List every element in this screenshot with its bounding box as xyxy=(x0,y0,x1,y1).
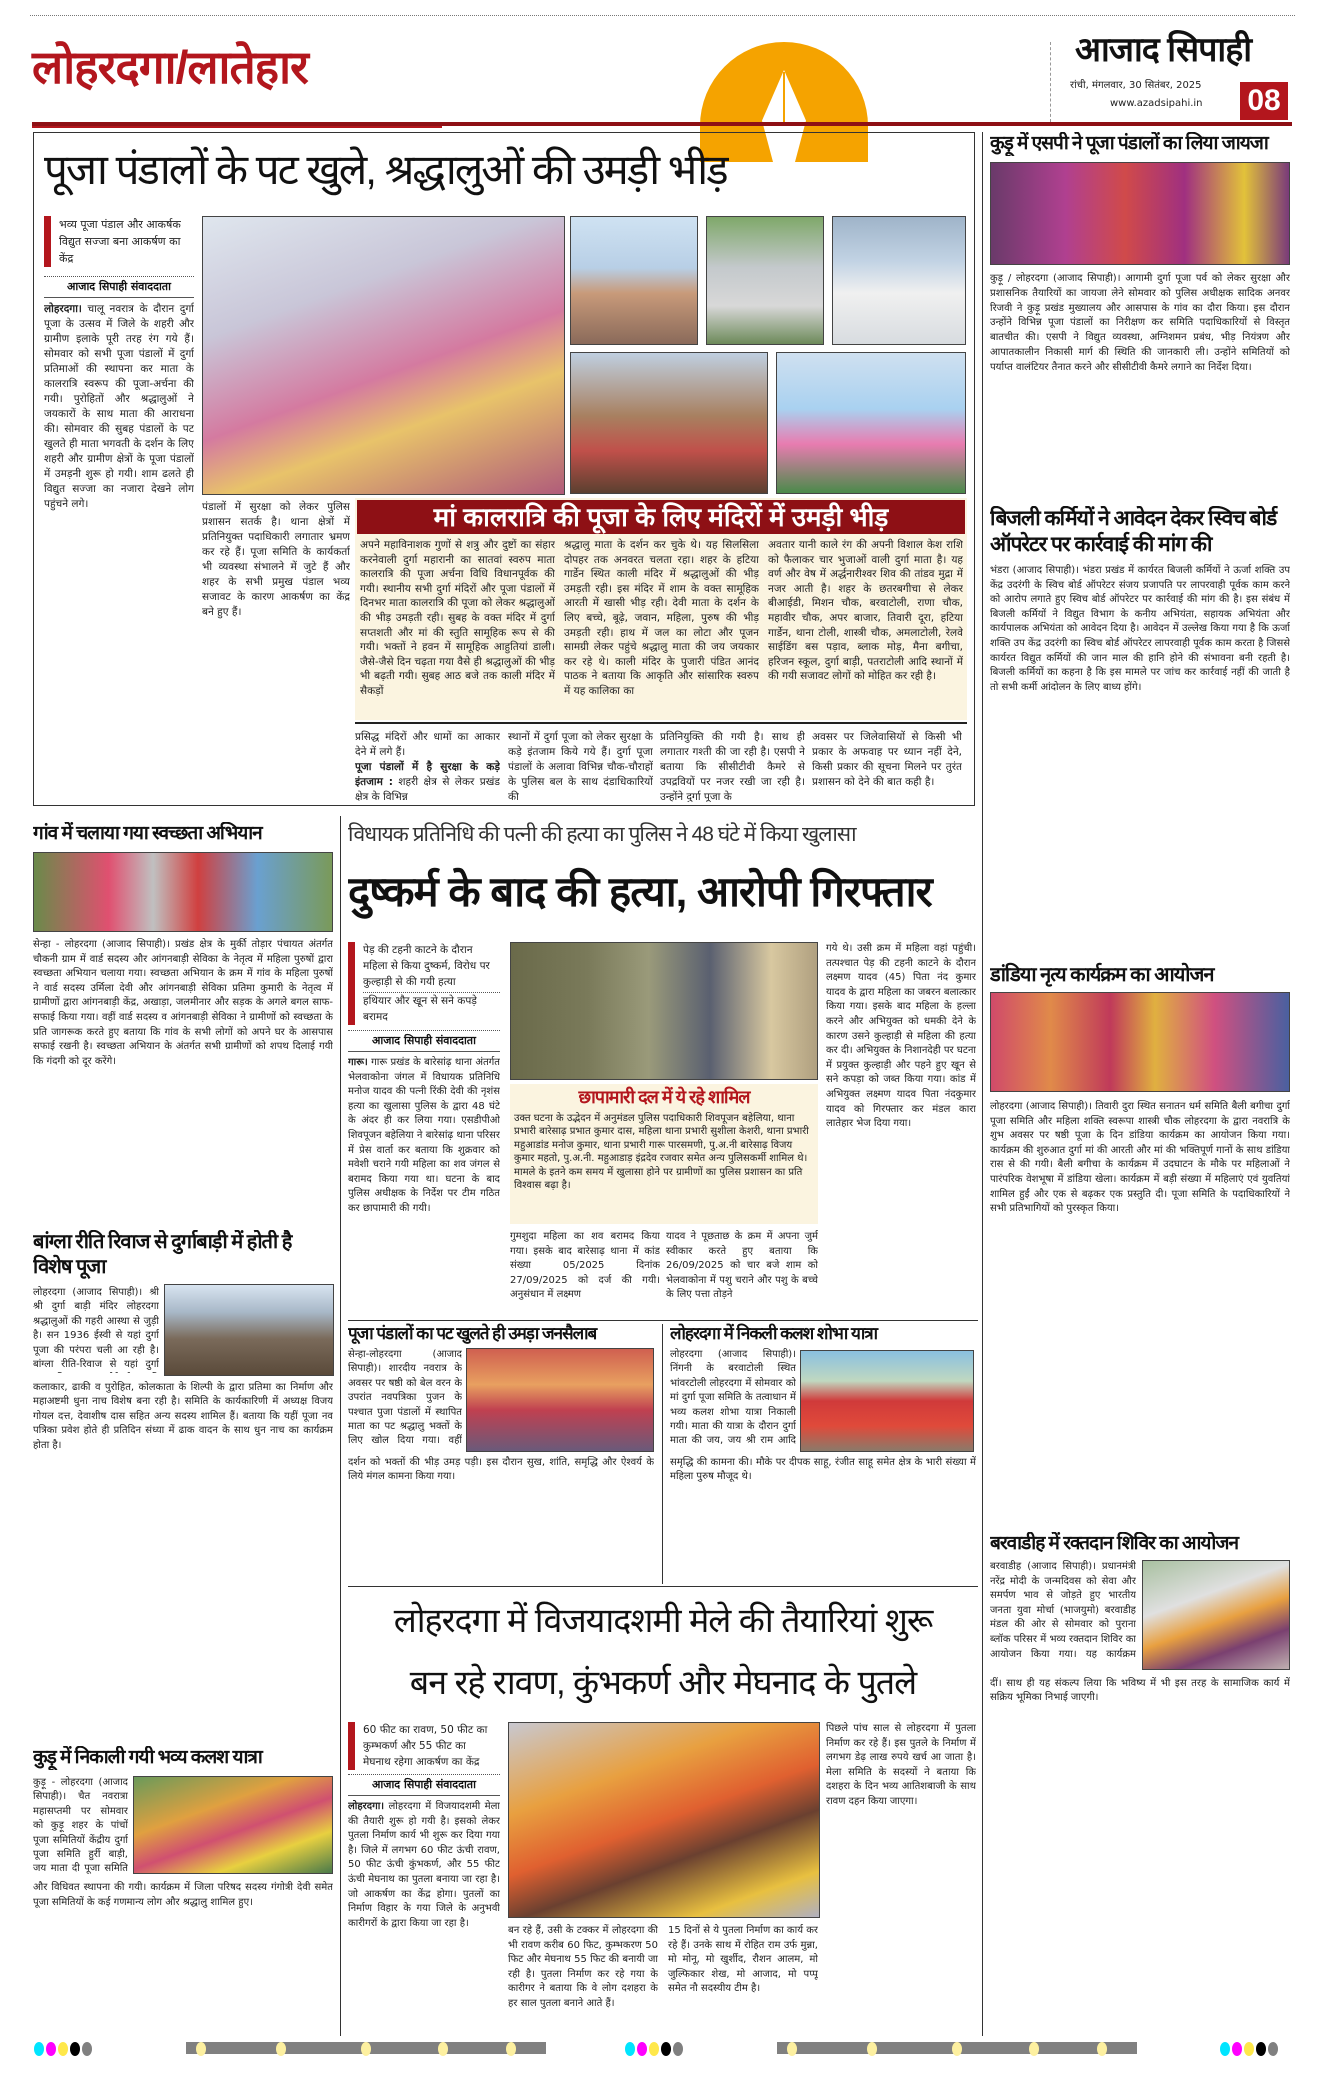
kalratri-headline: मां कालरात्रि की पूजा के लिए मंदिरों में उमड़ी भीड़ xyxy=(357,500,965,534)
dussehra-dateline: लोहरदगा। xyxy=(348,1801,385,1812)
pandal-photo xyxy=(570,352,768,494)
blood-camp-body-cont xyxy=(990,1676,1290,2031)
dandiya-headline: डांडिया नृत्य कार्यक्रम का आयोजन xyxy=(990,964,1214,986)
lead-headline: पूजा पंडालों के पट खुले, श्रद्धालुओं की उमड़ी भीड़ xyxy=(44,146,727,193)
section-rule xyxy=(348,1320,978,1321)
jansailab-body: सेन्हा-लोहरदगा (आजाद सिपाही)। शारदीय नवरात्र के अवसर पर षष्ठी को बेल वरन के उपरांत नवपत्रिका पुजन के पश्चात पुजा पंडालों में स्थापित माता का पट श्रद्धालु भक्तों के लिए खोल दिया गया। वहीं xyxy=(348,1349,462,1447)
print-grey-bar xyxy=(777,2042,1137,2054)
dussehra-kicker xyxy=(348,1722,500,1770)
dandiya-body: लोहरदगा (आजाद सिपाही)। तिवारी दुरा स्थित सनातन धर्म समिति बैली बगीचा दुर्गा पूजा समिति और महिला शक्ति स्वरूपा शास्त्री चौक लोहरदगा के द्वारा नवरात्रि के शुभ अवसर पर षष्ठी पूजा के दिन डांडिया कार्यक्रम का आयोजन किया गया। कार्यक्रम की शुरुआत दुर्गा मां की आरती और मां की भक्तिपूर्ण गानों के साथ डांडिया रास से की गयी। बैली बगीचा के कार्यक्रम में उदघाटन के मौके पर महिलाओं ने पारंपरिक वेशभूषा में डांडिया खेला। कार्यक्रम में बड़ी संख्या में महिलाएं एवं युवतियां शामिल हुईं और एक से बढ़कर एक प्रस्तुति दी। पूजा समिति के पदाधिकारियों ने सभी प्रतिभागियों को पुरस्कृत किया। xyxy=(990,1101,1290,1215)
column-rule xyxy=(662,1324,663,1584)
sp-inspection-photo xyxy=(990,162,1290,265)
kudu-kalash-headline: कुड़ू में निकाली गयी भव्य कलश यात्रा xyxy=(33,1747,262,1768)
newspaper-brand: आजाद सिपाही xyxy=(1075,31,1252,69)
white-pandal-photo xyxy=(832,216,966,345)
police-arrest-photo xyxy=(510,942,818,1080)
lead-lower-col: स्थानों में दुर्गा पूजा को लेकर सुरक्षा के कड़े इंतजाम किये गये हैं। दुर्गा पूजा पंडालों के अलावा विभिन्न चौक-चौराहों के पुलिस बल के साथ दंडाधिकारियों की xyxy=(508,731,653,802)
sp-headline: कुड़ू में एसपी ने पूजा पंडालों का लिया जायजा xyxy=(990,133,1268,154)
durgabari-temple-photo xyxy=(164,1284,334,1376)
bijli-body: भंडरा (आजाद सिपाही)। भंडरा प्रखंड में कार्यरत बिजली कर्मियों ने ऊर्जा शक्ति उप केंद्र उदरंगी के स्विच बोर्ड ऑपरेटर संजय प्रजापति पर लापरवाही पूर्वक काम करने को आरोप लगाते हुए स्विच बोर्ड ऑपरेटर पर कार्रवाई की मांग की है। इस संबंध में बिजली कर्मियों ने विद्युत विभाग के कनीय अभियंता, सहायक अभियंता और कार्यपालक अभियंता को आवेदन दिया है। आवेदन में उल्लेख किया गया है कि ऊर्जा शक्ति उप केंद्र उदरंगी का स्विच बोर्ड ऑपरेटर लापरवाही पूर्वक काम करता है जिससे कार्यरत विद्युत कर्मियों की जान माल की हानि होने की संभावना बनी रहती है। बिजली कर्मियों का कहना है कि इस मामले पर जांच कर कार्रवाई नहीं की जाती है तो सभी कर्मी आंदोलन के लिए बाध्य होंगे। xyxy=(990,565,1290,693)
kicker-line: भव्य पूजा पंडाल और आकर्षक xyxy=(59,218,181,231)
color-registration-marks xyxy=(625,2042,683,2056)
website-link[interactable]: www.azadsipahi.in xyxy=(1110,98,1203,109)
reg-mark xyxy=(46,2042,56,2056)
sp-body: कुड़ू / लोहरदगा (आजाद सिपाही)। आगामी दुर्गा पूजा पर्व को लेकर सुरक्षा और प्रशासनिक तैयारियों का जायजा लेने सोमवार को पुलिस अधीक्षक सादिक अनवर रिजवी ने कुड़ू प्रखंड मुख्यालय और आसपास के गांव का दौरा किया। इस दौरान उन्होंने विभिन्न पूजा पंडालों का निरीक्षण कर समिति पदाधिकारियों से विस्तृत बातचीत की। एसपी ने विद्युत व्यवस्था, अग्निशमन प्रबंध, भीड़ नियंत्रण और आपातकालीन निकासी मार्ग की स्थिति की जानकारी ली। उन्होंने समितियों को पर्याप्त वालंटियर तैनात करने और सीसीटीवी कैमरे लगाने का निर्देश दिया। xyxy=(990,273,1290,373)
lead-dateline: लोहरदगा। xyxy=(44,303,82,315)
temple-photo xyxy=(570,216,698,345)
shobha-yatra-photo xyxy=(800,1350,974,1452)
dandiya-group-photo xyxy=(990,992,1290,1092)
effigy-photo xyxy=(508,1722,820,1918)
bijli-headline: बिजली कर्मियों ने आवेदन देकर स्विच बोर्ड ऑपरेटर पर कार्रवाई की मांग की xyxy=(990,507,1277,556)
reg-mark xyxy=(58,2042,68,2056)
dussehra-body-text: लोहरदगा में विजयादशमी मेला की तैयारी शुरू हो गयी है। इसको लेकर पुतला निर्माण कार्य भी शुरू कर दिया गया है। जिले में लगभग 60 फीट ऊंची रावण, 50 फीट ऊंची कुंभकर्ण, और 55 फीट ऊंची मेघनाथ का पुतला बनाया जा रहा है। जो आकर्षण का केंद्र होगा। पुतलों का निर्माण विहार के गया जिले के अनुभवी कारीगरों के द्वारा किया जा रहा है। xyxy=(348,1801,500,1929)
blood-camp-body: बरवाडीह (आजाद सिपाही)। प्रधानमंत्री नरेंद्र मोदी के जन्मदिवस को सेवा और समर्पण भाव से जोड़ते हुए भारतीय जनता युवा मोर्चा (भाजयुमो) बरवाडीह मंडल की ओर से सोमवार को पुराना ब्लॉक परिसर में भव्य रक्तदान शिविर का आयोजन किया गया। यह कार्यक्रम xyxy=(990,1561,1136,1660)
blood-donation-photo xyxy=(1142,1560,1290,1670)
lead-lower-col: अवसर पर जिलेवासियों से किसी भी प्रकार के अफवाह पर ध्यान नहीं देने, किसी प्रकार की सूचना मिलने पर तुरंत प्रशासन को देने की बात कही है। xyxy=(812,731,962,788)
kudu-kalash-body: कुड़ू - लोहरदगा (आजाद सिपाही)। चैत नवरात्रा महासप्तमी पर सोमवार को कुड़ू शहर के पांचों पूजा समितियों केंद्रीय दुर्गा पूजा समिति हुर्री बाड़ी, जय माता दी पूजा समिति xyxy=(33,1777,128,1875)
kalratri-col: अवतार यानी काले रंग की अपनी विशाल केश राशि को फैलाकर चार भुजाओं वाली दुर्गा माता है। यह वर्ण और वेष में अर्द्धनारीश्वर शिव की तांडव मुद्रा में नजर आती है। शहर के छतरबगीचा से लेकर बीआईडी, मिशन चौक, बरवाटोली, राणा चौक, महावीर चौक, अपर बाजार, तिवारी दूरा, हटिया गार्डेन, थाना टोली, शास्त्री चौक, अमलाटोली, रेलवे साईडिंग बस पड़ाव, ब्लाक मोड़, मैना बगीचा, हरिजन स्कूल, दुर्गा बाड़ी, पतराटोली आदि स्थानों में की गयी सजावट लोगों को मोहित कर रही है। xyxy=(768,539,963,683)
bangla-headline: बांग्ला रीति रिवाज से दुर्गाबाड़ी में होती है विशेष पूजा xyxy=(33,1231,292,1278)
edition-dateline: रांची, मंगलवार, 30 सितंबर, 2025 xyxy=(1070,80,1202,91)
reg-mark xyxy=(70,2042,80,2056)
left-column-rule xyxy=(340,816,341,2036)
reg-mark xyxy=(1244,2042,1254,2056)
dussehra-col4: पिछले पांच साल से लोहरदगा में पुतला निर्माण कर रहे हैं। इस पुतले के निर्माण में लगभग डेढ़ लाख रुपये खर्च आ जाता है। मेला समिति के सदस्यों ने बताया कि दशहरा के दिन भव्य आतिशबाजी के साथ रावण दहन किया जाएगा। xyxy=(826,1723,976,1807)
bangla-text-cont: कलाकार, ढाकी व पुरोहित, कोलकाता के शिल्पी के द्वारा प्रतिमा का निर्माण और महाअष्टमी धुना नाच विशेष बना रही है। समिति के कार्यकारिणी में अध्यक्ष विजय गोयल दत्त, देवाशीष दास सहित अन्य सदस्य शामिल हैं। बताया कि यहीं पूजा नव पत्रिका प्रवेश होते ही प्रतिदिन संध्या में ढाक वादन के साथ धुन नाच का कार्यक्रम होता है। xyxy=(33,1381,333,1451)
reg-mark xyxy=(637,2042,647,2056)
dussehra-headline xyxy=(348,1590,978,1714)
page-number: 08 xyxy=(1240,82,1288,120)
dussehra-col2: बन रहे हैं, उसी के टक्कर में लोहरदगा की भी रावण करीब 60 फिट, कुम्भकरण 50 फिट और मेघनाथ 55 फिट की बनायी जा रही है। पुतला निर्माण कर रहे गया के कारीगर ने बताया कि वे लोग दशहरा के हर साल पुतला बनाने आते हैं। xyxy=(508,1925,658,2009)
reg-mark xyxy=(1232,2042,1242,2056)
kicker-line: महिला से किया दुष्कर्म, विरोध पर xyxy=(363,960,490,972)
color-registration-marks xyxy=(1220,2042,1278,2056)
jansailab-body-cont xyxy=(348,1456,654,1582)
kicker-line: कुम्भकर्ण और 55 फीट का xyxy=(363,1740,466,1752)
crime-kicker xyxy=(348,942,500,1025)
reg-mark xyxy=(1256,2042,1266,2056)
lead-lower-col: प्रतिनियुक्ति की गयी है। साथ ही लगातार गश्ती की जा रही है। एसपी ने बताया कि सीसीटीवी कैमरे से उपद्रवियों पर नजर रखी जा रही है। उन्होंने दुर्गा पूजा के xyxy=(660,731,805,802)
subhead-text: शहरी क्षेत्र से लेकर प्रखंड क्षेत्र के विभिन्न xyxy=(355,776,500,802)
kicker-line: हथियार और खून से सने कपड़े बरामद xyxy=(363,992,500,1025)
dussehra-headline-line2: बन रहे रावण, कुंभकर्ण और मेघनाद के पुतले xyxy=(409,1664,917,1702)
blood-camp-headline: बरवाडीह में रक्तदान शिविर का आयोजन xyxy=(990,1533,1238,1554)
top-dotted-rule xyxy=(30,15,1295,16)
lotus-pandal-photo xyxy=(776,352,966,494)
section-rule xyxy=(348,1586,978,1587)
right-column-rule xyxy=(982,132,983,2036)
crime-dateline: गारू। xyxy=(348,1057,368,1068)
crime-col-c: गये थे। उसी क्रम में महिला वहां पहुंची। तत्पश्चात पेड़ की टहनी काटने के दौरान लक्ष्मण यादव (45) पिता नंद कुमार यादव के द्वारा महिला का जबरन बलात्कार किया गया। इसके बाद महिला के हल्ला करने और अभियुक्त को धमकी देने के कारण उसने कुल्हाड़ी से महिला की हत्या कर दी। अभियुक्त के निशानदेही पर घटना में प्रयुक्त कुल्हाड़ी और पहने हुए खून से सने कपड़ा को जब्त किया गया। कांड में अभियुक्त लक्ष्मण यादव पिता नंदकुमार यादव को गिरफ्तार कर मंडल कारा लातेहार भेज दिया गया। xyxy=(826,943,976,1130)
kudu-text-cont: और विधिवत स्थापना की गयी। कार्यक्रम में जिला परिषद सदस्य गंगोत्री देवी समेत पूजा समितियों के कई गणमान्य लोग और श्रद्धालु शामिल हुए। xyxy=(33,1882,333,1908)
lead-body-col1 xyxy=(44,302,194,802)
lead-subhead: पूजा पंडालों में है सुरक्षा के कड़े इंतजाम : xyxy=(355,761,500,788)
temple-photo xyxy=(706,216,824,345)
kicker-line: मेघनाथ रहेगा आकर्षण का केंद्र xyxy=(363,1756,480,1768)
print-grey-bar xyxy=(186,2042,546,2054)
kalash-yatra-photo xyxy=(133,1776,333,1874)
kicker-line: 60 फीट का रावण, 50 फीट का xyxy=(363,1724,488,1736)
kalratri-col: अपने महाविनाशक गुणों से शत्रु और दुष्टों का संहार करनेवाली दुर्गा महारानी का सातवां स्वरुप माता कालरात्रि की पूजा अर्चना विधि विधानपूर्वक की गयी। स्थानीय सभी दुर्गा मंदिरों और पूजा पंडालों में दिनभर माता कालरात्रि की पूजा को लेकर श्रद्धालुओं की भीड़ उमड़ती रही। सुबह के वक्त मंदिर में दुर्गा सप्तशती और मां की स्तुति सामूहिक रूप से की गयी। भक्तों ने हवन में सामूहिक आहुतियां डाली। जैसे-जैसे दिन चढ़ता गया वैसे ही श्रद्धालुओं की भीड़ भी बढ़ती गयी। सुबह आठ बजे तक काली मंदिर में सैकड़ों xyxy=(360,539,555,697)
reg-mark xyxy=(1220,2042,1230,2056)
kicker-line: पेड़ की टहनी काटने के दौरान xyxy=(363,944,473,956)
kudu-kalash-body-cont xyxy=(33,1880,333,2030)
shobha-text-cont: समृद्धि की कामना की। मौके पर दीपक साहू, रंजीत साहू समेत क्षेत्र के भारी संख्या में महिला पुरुष मौजूद थे। xyxy=(670,1456,976,1483)
durga-idol-photo xyxy=(202,216,565,495)
bangla-body-cont xyxy=(33,1380,333,1702)
dussehra-byline: आजाद सिपाही संवाददाता xyxy=(348,1774,500,1796)
swachhta-headline: गांव में चलाया गया स्वच्छता अभियान xyxy=(33,823,262,844)
lead-lower-col xyxy=(355,730,500,802)
reg-mark xyxy=(82,2042,92,2056)
header-rule-accent xyxy=(32,126,442,128)
dussehra-body xyxy=(348,1800,500,2031)
reg-mark xyxy=(661,2042,671,2056)
blood-camp-text-cont: दीं। साथ ही यह संकल्प लिया कि भविष्य में भी इस तरह के सामाजिक कार्य में सक्रिय भूमिका निभाई जाएगी। xyxy=(990,1677,1290,1704)
reg-mark xyxy=(1268,2042,1278,2056)
dussehra-headline-line1: लोहरदगा में विजयादशमी मेले की तैयारियां शुरू xyxy=(393,1602,933,1640)
crime-overline: विधायक प्रतिनिधि की पत्नी की हत्या का पुलिस ने 48 घंटे में किया खुलासा xyxy=(348,823,856,846)
reg-mark xyxy=(649,2042,659,2056)
crime-col-b: यादव ने पूछताछ के क्रम में अपना जुर्म स्वीकार करते हुए बताया कि 26/09/2025 को चार बजे शाम को भेलवाकोना में पशु चराने और पशु के बच्चे के लिए पत्ता तोड़ने xyxy=(666,1231,818,1301)
section-title: लोहरदगा/लातेहार xyxy=(32,41,308,93)
jansailab-headline: पूजा पंडालों का पट खुलते ही उमड़ा जनसैलाब xyxy=(348,1324,597,1343)
kalratri-col: श्रद्धालु माता के दर्शन कर चुके थे। यह सिलसिला दोपहर तक अनवरत चलता रहा। शहर के हटिया गार्डेन स्थित काली मंदिर में श्रद्धालुओं की भीड़ उमड़ती रही। इस मंदिर में शाम के वक्त सामूहिक आरती में खासी भीड़ रही। देवी माता के दर्शन के लिए बच्चे, बूढ़े, जवान, महिला, पुरुष की भीड़ उमड़ती रही। हाथ में जल का लोटा और पूजन सामग्री लेकर पहुंचे श्रद्धालु माता की जय जयकार कर रहे थे। काली मंदिर के पुजारी पंडित आनंद पाठक ने बताया कि आकृति और सांसारिक स्वरुप में यह कालिका का xyxy=(564,539,759,697)
lead-body-col2: पंडालों में सुरक्षा को लेकर पुलिस प्रशासन सतर्क है। थाना क्षेत्रों में प्रतिनियुक्त पदाधिकारी लगातार भ्रमण कर रहे हैं। पूजा समिति के कार्यकर्ता भी व्यवस्था संभालने में जुटे हैं और शहर के सभी प्रमुख पंडाल भव्य सजावट के कारण आकर्षण का केंद्र बने हुए हैं। xyxy=(202,501,350,618)
swachhta-body: सेन्हा - लोहरदगा (आजाद सिपाही)। प्रखंड क्षेत्र के मुर्की तोड़ार पंचायत अंतर्गत चौकनी ग्राम में वार्ड सदस्य और आंगनबाड़ी सेविका के नेतृत्व में महिला पुरुषों द्वारा स्वच्छता अभियान चलाया गया। स्वच्छता अभियान के क्रम में गांव के महिला पुरुषों ने वार्ड सदस्य उर्मिला देवी और आंगनबाड़ी सेविका प्रतिमा कुमारी के नेतृत्व में ग्रामीणों द्वारा आंगनबाड़ी केंद्र, अखाड़ा, जलमीनार और सड़क के अगले बगल साफ-सफाई किया गया। वहीं वार्ड सदस्य व आंगनबाड़ी सेविका ने ग्रामीणों को स्वच्छता के प्रति जागरूक करते हुए बताया कि गांव के सभी लोगों को अपने घर के आसपास सफाई रखनी है। स्वच्छता अभियान के अंतर्गत सभी ग्रामीणों को शपथ दिलाई गयी कि गंदगी को दूर करेंगे। xyxy=(33,939,333,1067)
crime-body xyxy=(348,1056,500,1216)
shobha-yatra-headline: लोहरदगा में निकली कलश शोभा यात्रा xyxy=(670,1324,878,1343)
reg-mark xyxy=(34,2042,44,2056)
lead-body-text: चालू नवरात्र के दौरान दुर्गा पूजा के उत्सव में जिले के शहरी और ग्रामीण इलाके पूरी तरह रंग गये हैं। सोमवार को सभी पूजा पंडालों में दुर्गा प्रतिमाओं की स्थापना कर माता के कालरात्रि स्वरूप की पूजा-अर्चना की गयी। पुरोहितों और श्रद्धालुओं ने जयकारों के साथ माता की आराधना की। सोमवार की सुबह पंडालों के पट खुलते ही माता भगवती के दर्शन के लिए शहरी और ग्रामीण क्षेत्रों के पूजा पंडालों में उमड़नी शुरू हो गयी। शाम ढलते ही विद्युत सज्जा का नजारा देखने लोग पहुंचने लगे। xyxy=(44,303,194,510)
cleanliness-drive-photo xyxy=(33,852,333,932)
bangla-body: लोहरदगा (आजाद सिपाही)। श्री श्री दुर्गा बाड़ी मंदिर लोहरदगा श्रद्धालुओं की गहरी आस्था से जुड़ी है। सन 1936 ईस्वी से यहां दुर्गा पूजा की परंपरा चली आ रही है। बांग्ला रीति-रिवाज से यहां दुर्गा xyxy=(33,1287,159,1371)
crime-col-a: गुमशुदा महिला का शव बरामद किया गया। इसके बाद बारेसाढ़ थाना में कांड संख्या 05/2025 दिनांक 27/09/2025 को दर्ज की गयी। अनुसंधान में लक्ष्मण xyxy=(510,1231,660,1301)
shobha-body-cont xyxy=(670,1456,976,1582)
kalratri-bottom-rule xyxy=(355,722,967,724)
jansailab-text-cont: दर्शन को भक्तों की भीड़ उमड़ पड़ी। इस दौरान सुख, शांति, समृद्धि और ऐश्वर्य के लिये मंगल कामना किया गया। xyxy=(348,1456,654,1483)
kicker-line: विद्युत सज्जा बना आकर्षण का केंद्र xyxy=(59,235,181,265)
color-registration-marks xyxy=(34,2042,92,2056)
pandal-crowd-photo xyxy=(466,1348,654,1452)
reg-mark xyxy=(625,2042,635,2056)
crime-body-text: गारू प्रखंड के बारेसांढ़ थाना अंतर्गत भेलवाकोना जंगल में विधायक प्रतिनिधि मनोज यादव की पत्नी रिंकी देवी की नृशंस हत्या का खुलासा पुलिस के द्वारा 48 घंटे के अंदर ही कर लिया गया। एसडीपीओ शिवपूजन बहेलिया ने बारेसांढ़ थाना परिसर में प्रेस वार्ता कर बताया कि शुक्रवार को मवेशी चराने गयी महिला का शव जंगल से बरामद किया गया था। घटना के बाद पुलिस अधीक्षक के निर्देश पर टीम गठित कर छापामारी की गयी। xyxy=(348,1057,500,1214)
lead-kicker xyxy=(44,216,194,267)
masthead-divider xyxy=(1050,42,1051,122)
shobha-yatra-body: लोहरदगा (आजाद सिपाही)। निंगनी के बरवाटोली स्थित भांवरटोली लोहरदगा में सोमवार को मां दुर्गा पूजा समिति के तत्वाधान में भव्य कलश शोभा यात्रा निकाली गयी। माता की यात्रा के दौरान दुर्गा माता की जय, जय श्री राम आदि xyxy=(670,1349,796,1447)
kicker-line: कुल्हाड़ी से की गयी हत्या xyxy=(363,976,456,988)
dussehra-col3: 15 दिनों से ये पुतला निर्माण का कार्य कर रहे हैं। उनके साथ में रोहित राम उर्फ मुन्ना, मो मोनू, मो खुर्शीद, रौशन आलम, मो जुल्फिकार शेख, मो आजाद, मो पप्पू समेत नौ सदस्यीय टीम है। xyxy=(668,1925,818,1995)
reg-mark xyxy=(673,2042,683,2056)
lead-byline: आजाद सिपाही संवाददाता xyxy=(44,276,194,298)
crime-headline: दुष्कर्म के बाद की हत्या, आरोपी गिरफ्तार xyxy=(348,868,932,915)
lower-text: प्रसिद्ध मंदिरों और धामों का आकार देने में लगे हैं। xyxy=(355,731,500,758)
crime-byline: आजाद सिपाही संवाददाता xyxy=(348,1030,500,1052)
raid-team-body: उक्त घटना के उद्भेदन में अनुमंडल पुलिस पदाधिकारी शिवपूजन बहेलिया, थाना प्रभारी बारेसाढ़ प्रभात कुमार दास, महिला थाना प्रभारी सुशीला केशरी, थाना प्रभारी महुआडांड मनोज कुमार, थाना प्रभारी गारू पारसमणी, पु.अ.नी बारेसाढ़ विजय कुमार महतो, पु.अ.नी. महुआडाड़ इंद्रदेव रजवार समेत अन्य पुलिसकर्मी शामिल थे। मामले के इतने कम समय में खुलासा होने पर ग्रामीणों का पुलिस प्रशासन का प्रति विश्वास बढ़ा है। xyxy=(514,1113,809,1192)
raid-team-title: छापामारी दल में ये रहे शामिल xyxy=(578,1087,750,1107)
